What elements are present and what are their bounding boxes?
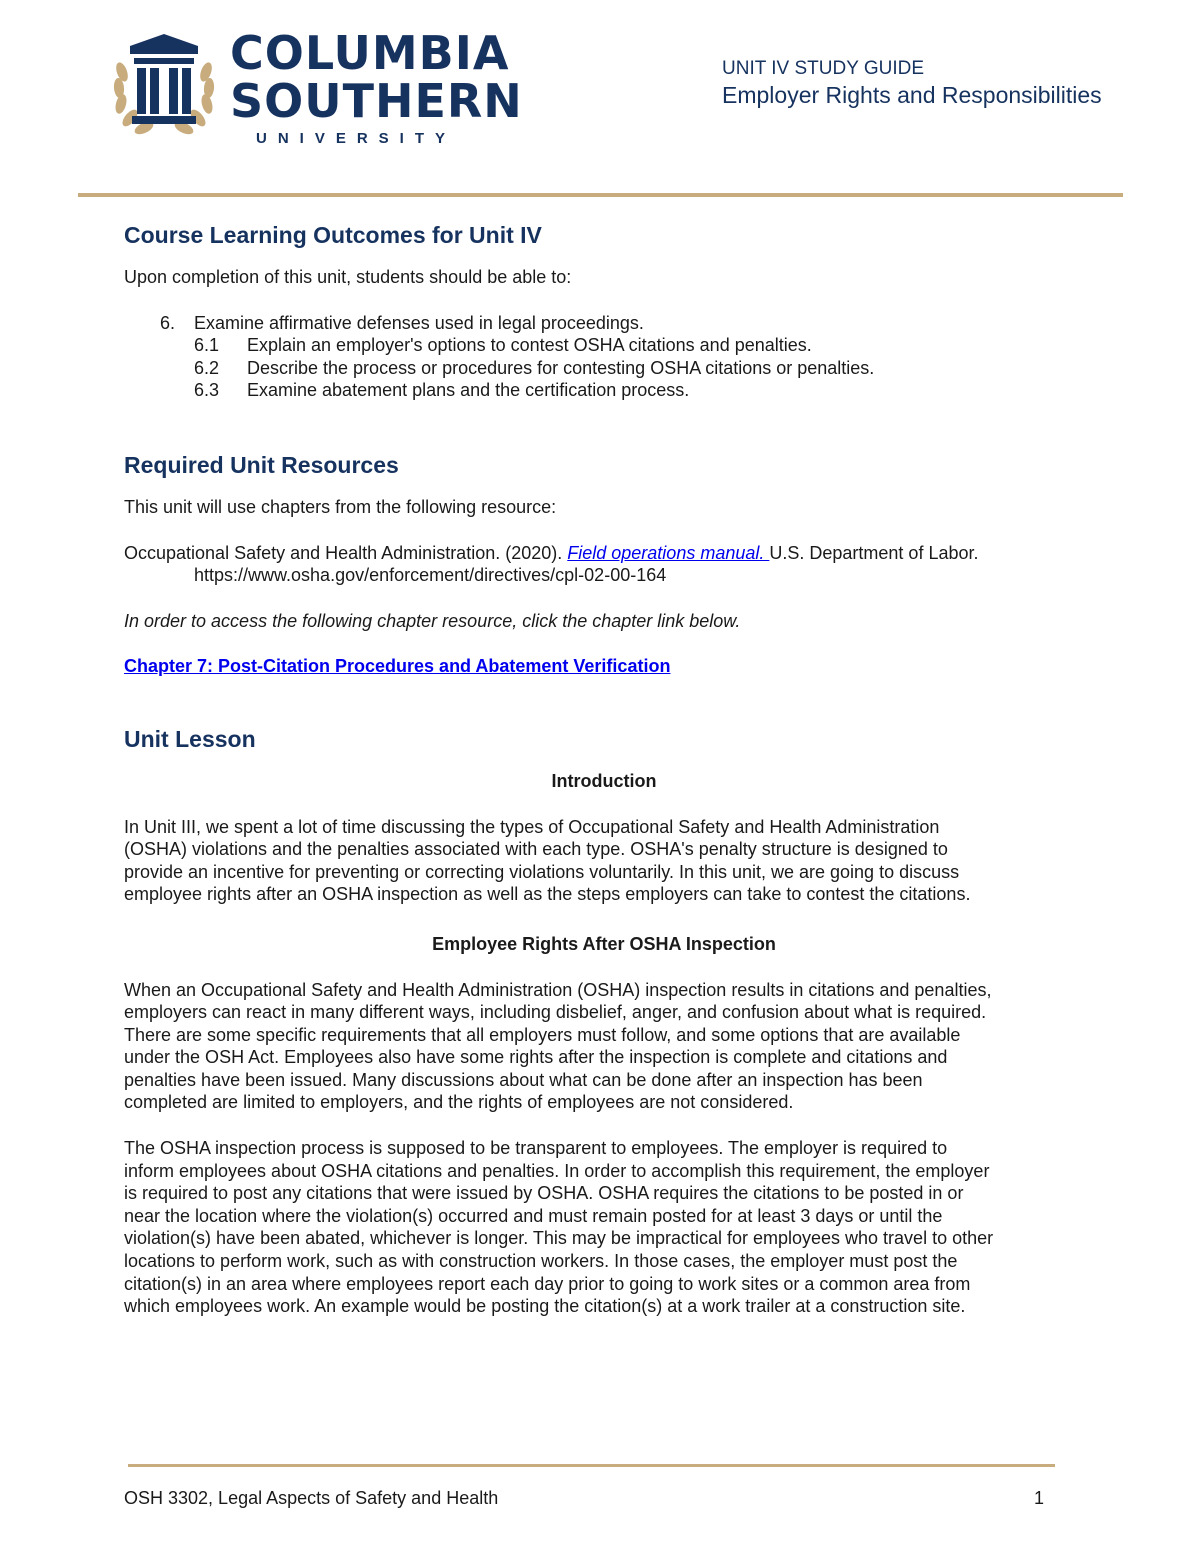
paragraph-line: locations to perform work, such as with construction workers. In those cases, the employer must post the [124, 1251, 958, 1272]
citation-author: Occupational Safety and Health Administration. (2020). [124, 542, 568, 563]
paragraph-line: provide an incentive for preventing or correcting violations voluntarily. In this unit, we are going to discuss [124, 861, 960, 882]
paragraph-line: employee rights after an OSHA inspection as well as the steps employers can take to contest the citations. [124, 884, 971, 905]
sub-outcome-text: Describe the process or procedures for contesting OSHA citations or penalties. [247, 357, 875, 378]
page-footer [124, 1488, 1044, 1509]
outcomes-heading: Course Learning Outcomes for Unit IV [124, 222, 542, 248]
sub-outcome-number: 6.1 [194, 335, 220, 356]
paragraph-line: inform employees about OSHA citations and penalties. In order to accomplish this requirement, the employer [124, 1160, 990, 1181]
employee-rights-paragraph-2 [124, 1137, 1084, 1318]
footer-divider [128, 1464, 1055, 1467]
paragraph-line: is required to post any citations that were issued by OSHA. OSHA requires the citations to be posted in or [124, 1183, 964, 1204]
course-name: OSH 3302, Legal Aspects of Safety and Health [124, 1488, 499, 1508]
paragraph-line: There are some specific requirements that all employers must follow, and some options that are available [124, 1024, 961, 1045]
logo-wordmark [230, 26, 523, 147]
paragraph-line: (OSHA) violations and the penalties associated with each type. OSHA's penalty structure is designed to [124, 839, 948, 860]
introduction-heading: Introduction [551, 770, 657, 791]
paragraph-line: penalties have been issued. Many discussions about what can be done after an inspection has been [124, 1069, 923, 1090]
resource-citation [124, 542, 1084, 565]
resources-heading: Required Unit Resources [124, 451, 399, 478]
access-note: In order to access the following chapter resource, click the chapter link below. [124, 610, 741, 631]
resources-intro: This unit will use chapters from the following resource: [124, 496, 557, 517]
paragraph-line: The OSHA inspection process is supposed to be transparent to employees. The employer is required to [124, 1138, 948, 1159]
paragraph-line: citation(s) in an area where employees report each day prior to going to work sites or a common area from [124, 1273, 971, 1294]
outcome-item [124, 312, 1084, 335]
introduction-paragraph [124, 816, 1084, 906]
columns-emblem-icon [112, 30, 216, 142]
sub-outcome [124, 334, 1084, 357]
paragraph-line: In Unit III, we spent a lot of time discussing the types of Occupational Safety and Health Administration [124, 816, 940, 837]
sub-outcome-number: 6.2 [194, 357, 220, 378]
sub-outcome [124, 357, 1084, 380]
paragraph-line: When an Occupational Safety and Health Administration (OSHA) inspection results in citations and penalties, [124, 979, 992, 1000]
unit-title: Employer Rights and Responsibilities [722, 82, 1102, 108]
logo-line-columbia: COLUMBIA [230, 26, 510, 80]
outcomes-intro: Upon completion of this unit, students should be able to: [124, 267, 572, 287]
paragraph-line: under the OSH Act. Employees also have some rights after the inspection is complete and citations and [124, 1047, 948, 1068]
paragraph-line: violation(s) have been abated, whichever is longer. This may be impractical for employees who travel to other [124, 1228, 994, 1249]
logo-line-university: UNIVERSITY [256, 130, 457, 147]
document-body [124, 220, 1084, 1318]
outcome-text: Examine affirmative defenses used in legal proceedings. [194, 312, 644, 333]
sub-outcome-number: 6.3 [194, 380, 220, 401]
paragraph-line: employers can react in many different ways, including disbelief, anger, and confusion about what is required. [124, 1002, 987, 1023]
paragraph-line: near the location where the violation(s) occurred and must remain posted for at least 3 days or until the [124, 1205, 943, 1226]
university-logo [112, 26, 523, 150]
sub-outcome [124, 379, 1084, 402]
lesson-heading: Unit Lesson [124, 725, 256, 752]
outcome-number: 6. [160, 312, 176, 333]
unit-kicker: UNIT IV STUDY GUIDE [722, 58, 924, 79]
paragraph-line: completed are limited to employers, and the rights of employees are not considered. [124, 1092, 794, 1113]
sub-outcome-text: Examine abatement plans and the certification process. [247, 380, 690, 401]
employee-rights-heading: Employee Rights After OSHA Inspection [432, 933, 776, 954]
sub-outcome-text: Explain an employer's options to contest OSHA citations and penalties. [247, 335, 812, 356]
citation-url: https://www.osha.gov/enforcement/directives/cpl-02-00-164 [194, 565, 667, 586]
page-number: 1 [1033, 1488, 1044, 1508]
citation-publisher: U.S. Department of Labor. [769, 542, 979, 563]
header-divider [78, 193, 1123, 197]
field-operations-manual-link[interactable]: Field operations manual. [567, 542, 770, 563]
study-guide-header [722, 58, 1102, 110]
paragraph-line: which employees work. An example would be posting the citation(s) at a work trailer at a construction site. [124, 1296, 966, 1317]
chapter-7-link[interactable]: Chapter 7: Post-Citation Procedures and Abatement Verification [124, 656, 671, 677]
logo-line-southern: SOUTHERN [230, 74, 523, 128]
employee-rights-paragraph-1 [124, 979, 1084, 1115]
